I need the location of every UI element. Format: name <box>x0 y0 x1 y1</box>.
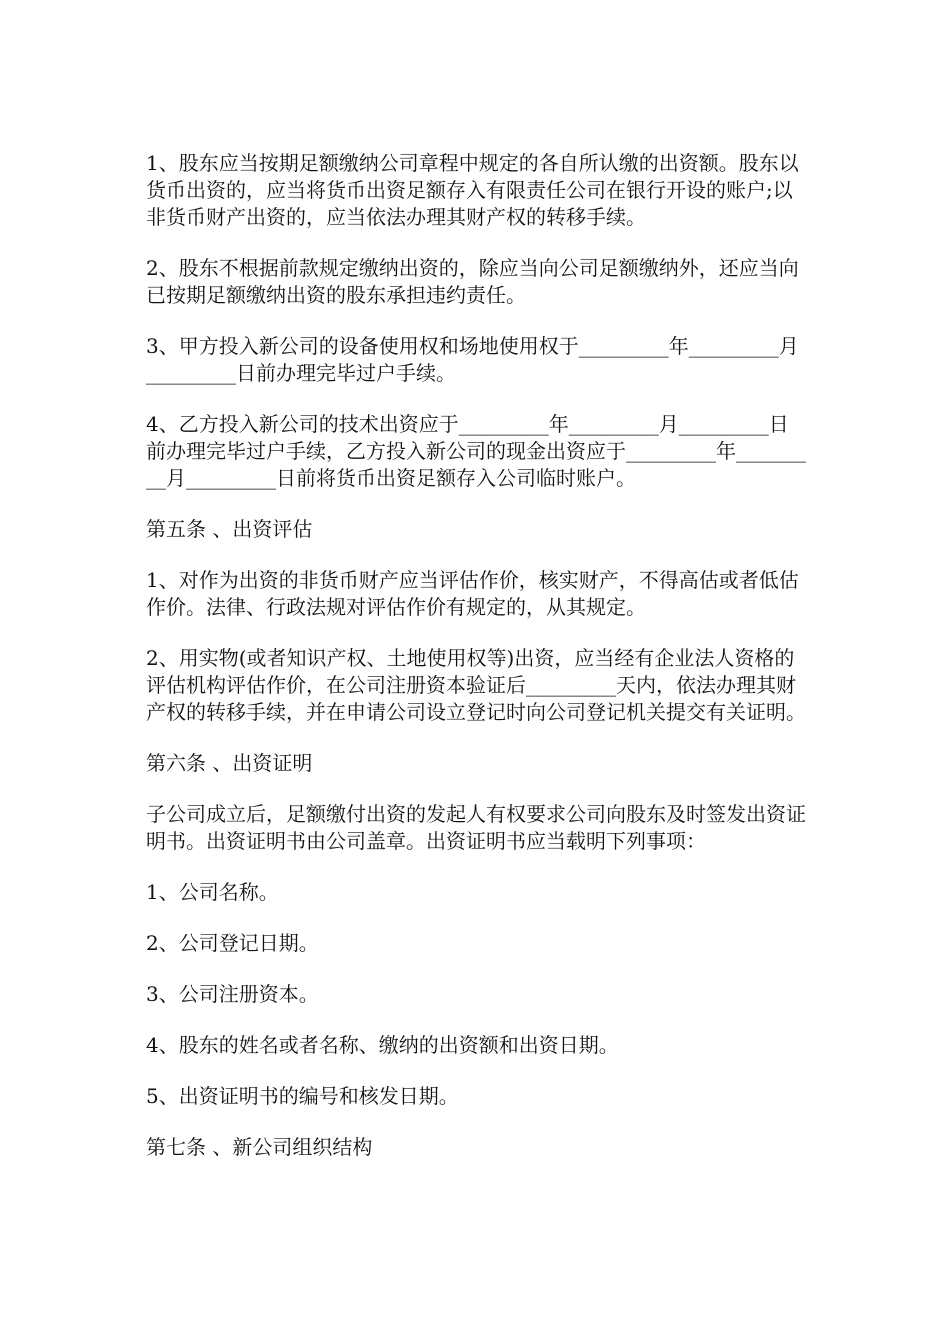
paragraph-1: 1、股东应当按期足额缴纳公司章程中规定的各自所认缴的出资额。股东以货币出资的，应当将货币出资足额存入有限责任公司在银行开设的账户;以非货币财产出资的，应当依法办理其财产权的转移手续。 <box>146 151 799 229</box>
list-item-4: 4、股东的姓名或者名称、缴纳的出资额和出资日期。 <box>146 1033 619 1057</box>
list-item-1: 1、公司名称。 <box>146 880 279 904</box>
paragraph-5-1: 1、对作为出资的非货币财产应当评估作价，核实财产，不得高估或者低估作价。法律、行政法规对评估作价有规定的，从其规定。 <box>146 568 799 619</box>
list-item-2: 2、公司登记日期。 <box>146 931 319 955</box>
section-heading-6: 第六条 、出资证明 <box>146 751 313 775</box>
paragraph-4: 4、乙方投入新公司的技术出资应于_________年_________月_________日前办理完毕过户手续，乙方投入新公司的现金出资应于_________年_________月_________日前将货币出资足额存入公司临时账户。 <box>146 412 806 490</box>
paragraph-6-intro: 子公司成立后，足额缴付出资的发起人有权要求公司向股东及时签发出资证明书。出资证明书由公司盖章。出资证明书应当载明下列事项： <box>146 802 806 853</box>
section-heading-5: 第五条 、出资评估 <box>146 517 313 541</box>
list-item-5: 5、出资证明书的编号和核发日期。 <box>146 1084 459 1108</box>
document-page <box>146 150 808 1185</box>
section-heading-7: 第七条 、新公司组织结构 <box>146 1135 373 1159</box>
paragraph-2: 2、股东不根据前款规定缴纳出资的，除应当向公司足额缴纳外，还应当向已按期足额缴纳出资的股东承担违约责任。 <box>146 256 799 307</box>
list-item-3: 3、公司注册资本。 <box>146 982 319 1006</box>
paragraph-5-2: 2、用实物(或者知识产权、土地使用权等)出资，应当经有企业法人资格的评估机构评估作价，在公司注册资本验证后_________天内，依法办理其财产权的转移手续，并在申请公司设立登记时向公司登记机关提交有关证明。 <box>146 646 806 724</box>
paragraph-3: 3、甲方投入新公司的设备使用权和场地使用权于_________年_________月_________日前办理完毕过户手续。 <box>146 334 799 385</box>
